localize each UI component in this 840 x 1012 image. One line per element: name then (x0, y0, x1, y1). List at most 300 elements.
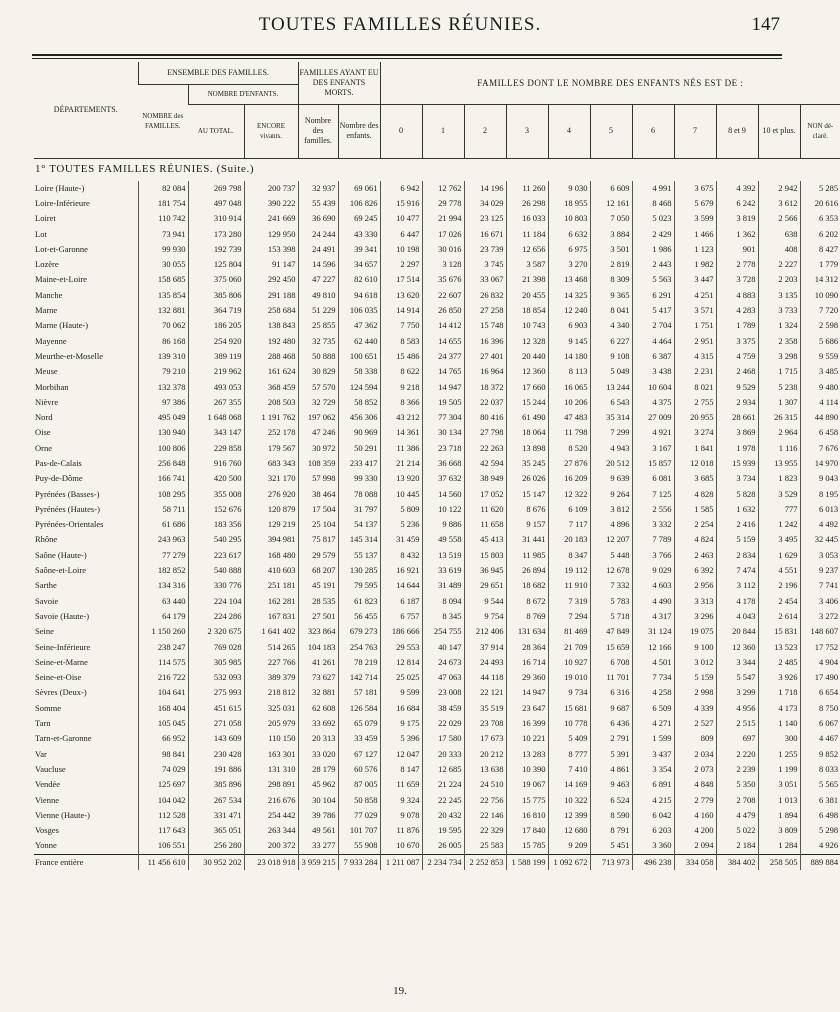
table-cell: 20 432 (422, 808, 464, 823)
table-cell: 33 020 (298, 746, 338, 761)
table-cell: 22 037 (464, 395, 506, 410)
header-encore-vivants: ENCORE vivants. (244, 104, 298, 158)
table-cell: 1 466 (674, 226, 716, 241)
table-cell: 254 763 (338, 639, 380, 654)
table-cell: 19 067 (506, 777, 548, 792)
table-cell: 9 559 (800, 349, 840, 364)
table-cell: 10 221 (506, 731, 548, 746)
table-cell: 19 075 (674, 624, 716, 639)
table-cell: 256 848 (138, 456, 188, 471)
table-cell: 3 733 (758, 303, 800, 318)
table-cell: 41 261 (298, 655, 338, 670)
table-cell: 256 280 (188, 838, 244, 854)
table-cell: 20 616 (800, 196, 840, 211)
table-cell: 6 242 (716, 196, 758, 211)
table-cell: 50 858 (338, 792, 380, 807)
table-cell: 23 125 (464, 211, 506, 226)
table-cell: 2 429 (632, 226, 674, 241)
department-name: Saône (Haute-) (35, 549, 87, 560)
table-cell: 200 372 (244, 838, 298, 854)
table-row (34, 395, 840, 410)
table-cell: 87 005 (338, 777, 380, 792)
table-row (34, 257, 840, 272)
table-cell: 2 998 (674, 685, 716, 700)
table-cell: 12 656 (506, 242, 548, 257)
table-cell: 12 207 (590, 532, 632, 547)
header-non-declare: NON dé- claré. (800, 104, 840, 158)
table-cell: 32 729 (298, 395, 338, 410)
table-cell: 420 500 (188, 471, 244, 486)
table-cell: 31 459 (380, 532, 422, 547)
table-cell: 12 814 (380, 655, 422, 670)
table-cell: 15 831 (758, 624, 800, 639)
table-cell: 6 757 (380, 609, 422, 624)
table-cell: 4 271 (632, 716, 674, 731)
table-cell: 9 324 (380, 792, 422, 807)
table-cell: 497 048 (188, 196, 244, 211)
table-cell: 6 042 (632, 808, 674, 823)
table-cell: 1 841 (674, 441, 716, 456)
table-cell: 19 505 (422, 395, 464, 410)
table-cell: 3 167 (632, 441, 674, 456)
table-cell: 28 535 (298, 594, 338, 609)
table-cell: 6 942 (380, 181, 422, 196)
table-cell: 230 428 (188, 746, 244, 761)
table-cell: 47 063 (422, 670, 464, 685)
table-cell: 15 803 (464, 548, 506, 563)
table-cell: 26 026 (506, 471, 548, 486)
table-cell: 9 886 (422, 517, 464, 532)
table-cell: 45 962 (298, 777, 338, 792)
table-cell: 3 485 (800, 364, 840, 379)
table-cell: 12 166 (632, 639, 674, 654)
table-cell: 6 891 (632, 777, 674, 792)
table-cell: 15 659 (590, 639, 632, 654)
table-cell: 14 325 (548, 288, 590, 303)
table-cell: 30 952 202 (188, 854, 244, 870)
department-name: Lozère (35, 259, 59, 270)
table-cell: 25 583 (464, 838, 506, 854)
table-cell: 6 975 (548, 242, 590, 257)
table-cell: 6 509 (632, 701, 674, 716)
table-cell: 16 399 (506, 716, 548, 731)
table-cell: 3 438 (632, 364, 674, 379)
table-cell: 271 058 (188, 716, 244, 731)
table-cell: 321 170 (244, 471, 298, 486)
table-cell: 17 580 (422, 731, 464, 746)
table-cell: 17 504 (298, 502, 338, 517)
table-cell: 17 026 (422, 226, 464, 241)
running-title: TOUTES FAMILLES RÉUNIES. (258, 14, 542, 35)
table-cell: 152 676 (188, 502, 244, 517)
table-cell: 267 355 (188, 395, 244, 410)
table-cell: 43 212 (380, 410, 422, 425)
table-cell: 29 778 (422, 196, 464, 211)
table-cell: 3 298 (758, 349, 800, 364)
table-cell: 2 708 (716, 792, 758, 807)
table-cell: 8 672 (506, 594, 548, 609)
running-header (0, 8, 800, 38)
table-cell: 2 231 (674, 364, 716, 379)
table-cell: 28 661 (716, 410, 758, 425)
table-cell: 3 766 (632, 548, 674, 563)
table-cell: 64 179 (138, 609, 188, 624)
table-cell: 2 934 (716, 395, 758, 410)
table-cell: 77 029 (338, 808, 380, 823)
table-cell: 5 809 (380, 502, 422, 517)
table-cell: 638 (758, 226, 800, 241)
table-cell: 38 459 (422, 701, 464, 716)
table-cell: 13 523 (758, 639, 800, 654)
table-row (34, 701, 840, 716)
table-cell: 1 123 (674, 242, 716, 257)
table-cell: 191 886 (188, 762, 244, 777)
department-name: Loire (Haute-) (35, 182, 85, 193)
table-cell: 4 991 (632, 181, 674, 196)
table-cell: 6 447 (380, 226, 422, 241)
table-cell: 4 501 (632, 655, 674, 670)
table-row (34, 624, 840, 639)
table-cell: 16 810 (506, 808, 548, 823)
table-cell: 8 676 (506, 502, 548, 517)
table-cell: 130 940 (138, 425, 188, 440)
table-cell: 1 982 (674, 257, 716, 272)
table-cell: 683 343 (244, 456, 298, 471)
table-cell: 97 386 (138, 395, 188, 410)
table-cell: 69 245 (338, 211, 380, 226)
table-cell: 18 064 (506, 425, 548, 440)
department-name: Vienne (35, 794, 60, 805)
table-cell: 14 361 (380, 425, 422, 440)
table-cell: 238 247 (138, 639, 188, 654)
table-cell: 11 658 (464, 517, 506, 532)
table-cell: 3 344 (716, 655, 758, 670)
table-cell: 5 828 (716, 486, 758, 501)
table-cell: 8 791 (590, 823, 632, 838)
table-cell: 12 322 (548, 486, 590, 501)
table-cell: 65 079 (338, 716, 380, 731)
table-cell: 20 455 (506, 288, 548, 303)
table-cell: 31 124 (632, 624, 674, 639)
department-name: Seine (35, 626, 54, 637)
table-cell: 11 620 (464, 502, 506, 517)
table-cell: 22 245 (422, 792, 464, 807)
table-cell: 1 585 (674, 502, 716, 517)
table-cell: 21 994 (422, 211, 464, 226)
table-cell: 17 490 (800, 670, 840, 685)
table-cell: 16 065 (548, 379, 590, 394)
table-cell: 2 556 (632, 502, 674, 517)
table-cell: 68 207 (298, 563, 338, 578)
table-cell: 2 791 (590, 731, 632, 746)
header-col-6: 6 (632, 104, 674, 158)
table-cell: 10 390 (506, 762, 548, 777)
table-cell: 13 468 (548, 272, 590, 287)
table-row (34, 609, 840, 624)
table-cell: 9 463 (590, 777, 632, 792)
table-cell: 2 234 734 (422, 854, 464, 870)
page-number: 147 (751, 14, 780, 35)
table-cell: 106 035 (338, 303, 380, 318)
table-cell: 12 360 (506, 364, 548, 379)
table-cell: 27 876 (548, 456, 590, 471)
table-cell: 2 094 (674, 838, 716, 854)
table-cell: 4 896 (590, 517, 632, 532)
table-cell: 11 260 (506, 181, 548, 196)
table-cell: 129 219 (244, 517, 298, 532)
table-cell: 51 229 (298, 303, 338, 318)
table-row (34, 349, 840, 364)
table-cell: 8 427 (800, 242, 840, 257)
department-name: France entière (34, 854, 138, 870)
table-row (34, 548, 840, 563)
table-cell: 129 950 (244, 226, 298, 241)
table-cell: 58 852 (338, 395, 380, 410)
table-row (34, 762, 840, 777)
table-row (34, 471, 840, 486)
table-cell: 10 477 (380, 211, 422, 226)
table-cell: 54 137 (338, 517, 380, 532)
table-row (34, 792, 840, 807)
department-name: Lot-et-Garonne (35, 243, 88, 254)
table-cell: 21 709 (548, 639, 590, 654)
table-cell: 81 469 (548, 624, 590, 639)
table-cell: 49 810 (298, 288, 338, 303)
table-cell: 212 406 (464, 624, 506, 639)
header-col-7: 7 (674, 104, 716, 158)
table-cell: 7 125 (632, 486, 674, 501)
table-cell: 49 558 (422, 532, 464, 547)
table-cell: 186 205 (188, 318, 244, 333)
table-cell: 2 485 (758, 655, 800, 670)
header-col-8-9: 8 et 9 (716, 104, 758, 158)
table-cell: 2 220 (716, 746, 758, 761)
department-name: Seine-et-Marne (35, 656, 88, 667)
table-cell: 540 295 (188, 532, 244, 547)
table-cell: 18 682 (506, 578, 548, 593)
table-cell: 4 921 (632, 425, 674, 440)
table-cell: 292 450 (244, 272, 298, 287)
table-cell: 63 440 (138, 594, 188, 609)
department-name: Sèvres (Deux-) (35, 687, 87, 698)
table-cell: 82 610 (338, 272, 380, 287)
department-name: Pyrénées (Hautes-) (35, 503, 100, 514)
table-cell: 3 819 (716, 211, 758, 226)
table-cell: 33 619 (422, 563, 464, 578)
table-cell: 8 309 (590, 272, 632, 287)
table-cell: 36 945 (464, 563, 506, 578)
table-cell: 4 848 (674, 777, 716, 792)
table-cell: 94 618 (338, 288, 380, 303)
table-cell: 323 864 (298, 624, 338, 639)
department-name: Saône-et-Loire (35, 565, 86, 576)
table-cell: 37 632 (422, 471, 464, 486)
table-cell: 11 985 (506, 548, 548, 563)
table-cell: 3 809 (758, 823, 800, 838)
table-cell: 3 501 (590, 242, 632, 257)
header-ayant-eu: FAMILLES AYANT EU DES ENFANTS MORTS. (298, 62, 380, 104)
table-cell: 12 680 (548, 823, 590, 838)
table-cell: 4 467 (800, 731, 840, 746)
table-row (34, 456, 840, 471)
table-cell: 6 524 (590, 792, 632, 807)
table-cell: 15 681 (548, 701, 590, 716)
table-cell: 138 843 (244, 318, 298, 333)
table-cell: 10 122 (422, 502, 464, 517)
table-cell: 77 279 (138, 548, 188, 563)
table-cell: 1 718 (758, 685, 800, 700)
table-cell: 7 050 (590, 211, 632, 226)
table-cell: 142 714 (338, 670, 380, 685)
table-cell: 13 955 (758, 456, 800, 471)
table-cell: 2 779 (674, 792, 716, 807)
table-cell: 3 332 (632, 517, 674, 532)
table-cell: 2 834 (716, 548, 758, 563)
table-cell: 355 008 (188, 486, 244, 501)
table-row (34, 441, 840, 456)
table-cell: 26 894 (506, 563, 548, 578)
table-cell: 50 291 (338, 441, 380, 456)
table-cell: 275 993 (188, 685, 244, 700)
table-cell: 6 632 (548, 226, 590, 241)
table-cell: 32 445 (800, 532, 840, 547)
table-cell: 66 952 (138, 731, 188, 746)
table-cell: 493 053 (188, 379, 244, 394)
table-cell: 62 608 (298, 701, 338, 716)
table-cell: 11 910 (548, 578, 590, 593)
table-cell: 243 963 (138, 532, 188, 547)
table-cell: 35 676 (422, 272, 464, 287)
table-cell: 19 010 (548, 670, 590, 685)
table-cell: 8 366 (380, 395, 422, 410)
table-cell: 24 244 (298, 226, 338, 241)
table-cell: 197 062 (298, 410, 338, 425)
table-cell: 77 304 (422, 410, 464, 425)
table-cell: 258 684 (244, 303, 298, 318)
table-row (34, 517, 840, 532)
table-row (34, 685, 840, 700)
table-cell: 13 283 (506, 746, 548, 761)
table-cell: 3 112 (716, 578, 758, 593)
table-cell: 22 329 (464, 823, 506, 838)
table-cell: 82 084 (138, 181, 188, 196)
table-cell: 183 356 (188, 517, 244, 532)
table-cell: 1 307 (758, 395, 800, 410)
table-cell: 5 285 (800, 181, 840, 196)
table-cell: 23 008 (422, 685, 464, 700)
table-cell: 131 634 (506, 624, 548, 639)
table-cell: 112 528 (138, 808, 188, 823)
table-cell: 104 183 (298, 639, 338, 654)
table-cell: 4 173 (758, 701, 800, 716)
table-cell: 99 330 (338, 471, 380, 486)
statistics-table (34, 62, 840, 870)
table-cell: 27 258 (464, 303, 506, 318)
table-cell: 91 147 (244, 257, 298, 272)
department-name: Yonne (35, 840, 57, 851)
table-cell: 10 198 (380, 242, 422, 257)
table-row (34, 226, 840, 241)
table-cell: 4 490 (632, 594, 674, 609)
table-cell: 7 299 (590, 425, 632, 440)
table-cell: 1 116 (758, 441, 800, 456)
table-cell: 343 147 (188, 425, 244, 440)
table-cell: 233 417 (338, 456, 380, 471)
table-cell: 713 973 (590, 854, 632, 870)
table-cell: 61 686 (138, 517, 188, 532)
table-cell: 9 852 (800, 746, 840, 761)
table-cell: 9 100 (674, 639, 716, 654)
table-cell: 6 392 (674, 563, 716, 578)
table-cell: 15 147 (506, 486, 548, 501)
department-name: Sarthe (35, 580, 57, 591)
table-cell: 3 051 (758, 777, 800, 792)
table-cell: 385 896 (188, 777, 244, 792)
table-cell: 200 737 (244, 181, 298, 196)
table-cell: 32 881 (298, 685, 338, 700)
header-col-10-plus: 10 et plus. (758, 104, 800, 158)
table-cell: 3 012 (674, 655, 716, 670)
table-cell: 4 215 (632, 792, 674, 807)
table-cell: 2 956 (674, 578, 716, 593)
table-cell: 67 127 (338, 746, 380, 761)
table-cell: 74 029 (138, 762, 188, 777)
table-cell: 2 527 (674, 716, 716, 731)
department-name: Vosges (35, 825, 59, 836)
table-row (34, 655, 840, 670)
table-cell: 276 920 (244, 486, 298, 501)
table-cell: 12 399 (548, 808, 590, 823)
table-cell: 7 676 (800, 441, 840, 456)
table-cell: 3 812 (590, 502, 632, 517)
table-cell: 325 031 (244, 701, 298, 716)
department-name: Seine-et-Oise (35, 672, 82, 683)
department-name: Meurthe-et-Moselle (35, 350, 103, 361)
header-col-0: 0 (380, 104, 422, 158)
table-cell: 17 660 (506, 379, 548, 394)
table-cell: 208 503 (244, 395, 298, 410)
table-row (34, 272, 840, 287)
table-cell: 38 464 (298, 486, 338, 501)
table-cell: 8 094 (422, 594, 464, 609)
table-cell: 18 854 (506, 303, 548, 318)
table-cell: 17 052 (464, 486, 506, 501)
table-cell: 8 033 (800, 762, 840, 777)
table-cell: 15 486 (380, 349, 422, 364)
table-cell: 58 338 (338, 364, 380, 379)
table-cell: 263 344 (244, 823, 298, 838)
table-cell: 192 739 (188, 242, 244, 257)
table-cell: 45 191 (298, 578, 338, 593)
table-cell: 29 579 (298, 548, 338, 563)
table-cell: 2 416 (716, 517, 758, 532)
table-cell: 298 891 (244, 777, 298, 792)
table-cell: 8 777 (548, 746, 590, 761)
table-cell: 30 972 (298, 441, 338, 456)
table-cell: 5 236 (380, 517, 422, 532)
table-cell: 4 283 (716, 303, 758, 318)
table-cell: 5 298 (800, 823, 840, 838)
table-cell: 254 442 (244, 808, 298, 823)
table-cell: 4 926 (800, 838, 840, 854)
table-cell: 229 858 (188, 441, 244, 456)
table-cell: 4 339 (674, 701, 716, 716)
table-cell: 3 299 (716, 685, 758, 700)
table-cell: 1 715 (758, 364, 800, 379)
table-cell: 252 178 (244, 425, 298, 440)
table-cell: 254 755 (422, 624, 464, 639)
table-cell: 330 776 (188, 578, 244, 593)
